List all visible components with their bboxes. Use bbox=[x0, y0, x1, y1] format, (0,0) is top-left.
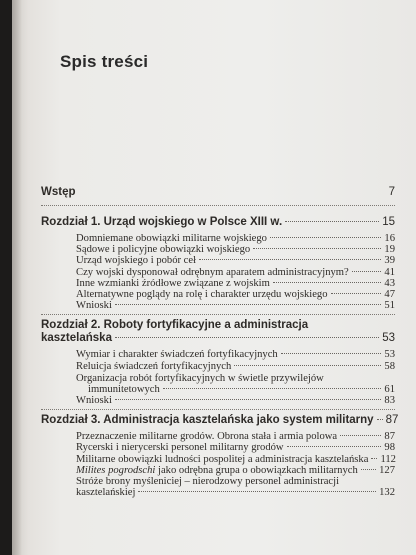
toc-entry bbox=[41, 465, 395, 476]
page-gutter-shadow bbox=[12, 0, 22, 555]
toc-leader bbox=[138, 491, 376, 492]
table-of-contents bbox=[41, 186, 399, 499]
toc-leader bbox=[115, 399, 382, 400]
toc-entry-label: Domniemane obowiązki militarne wojskiego bbox=[76, 233, 267, 244]
toc-entry-page: 98 bbox=[384, 442, 395, 454]
toc-leader bbox=[199, 259, 381, 260]
toc-chapter-3-page: 87 bbox=[385, 414, 399, 427]
toc-leader bbox=[234, 365, 381, 366]
toc-entry-label-line1: Stróże brony myśleniciej – nierodzowy personel administracji bbox=[76, 476, 340, 488]
toc-entry-label bbox=[76, 465, 358, 476]
toc-entry-label-line2: kasztelańskiej bbox=[76, 487, 136, 499]
toc-chapter-1-label: Rozdział 1. Urząd wojskiego w Polsce XIII w. bbox=[41, 216, 283, 228]
toc-leader bbox=[352, 271, 382, 272]
toc-entry bbox=[41, 289, 395, 300]
toc-entry-page: 16 bbox=[384, 233, 395, 244]
toc-entry-page: 87 bbox=[384, 431, 395, 443]
toc-leader bbox=[273, 282, 382, 283]
toc-entry-page: 19 bbox=[384, 244, 395, 256]
toc-entry-label-line2: immunitetowych bbox=[88, 383, 160, 395]
toc-chapter-2-label-line1: Rozdział 2. Roboty fortyfikacyjne a administracja bbox=[41, 319, 309, 332]
toc-entry-label: Alternatywne poglądy na rolę i charakter urzędu wojskiego bbox=[76, 288, 328, 300]
toc-entry-wrapped bbox=[41, 373, 395, 395]
toc-entry bbox=[41, 267, 395, 278]
page-title: Spis treści bbox=[60, 52, 149, 71]
toc-entry bbox=[41, 361, 395, 372]
toc-entry-page: 127 bbox=[379, 464, 395, 476]
toc-chapter-2-page: 53 bbox=[382, 332, 395, 345]
toc-entry bbox=[41, 255, 395, 266]
toc-leader bbox=[285, 221, 379, 222]
toc-entry-label: Przeznaczenie militarne grodów. Obrona stała i armia polowa bbox=[76, 431, 338, 443]
toc-entry-label: Wnioski bbox=[76, 300, 112, 312]
toc-entry-label: Wymiar i charakter świadczeń fortyfikacyjnych bbox=[76, 349, 278, 361]
toc-entry-page: 58 bbox=[384, 360, 395, 372]
toc-entry-label: Czy wojski dysponował odrębnym aparatem administracyjnym? bbox=[76, 266, 349, 278]
toc-intro bbox=[41, 186, 395, 198]
toc-entry-label-rest: jako odrębna grupa o obowiązkach militarnych bbox=[155, 464, 358, 476]
toc-entry-label: Sądowe i policyjne obowiązki wojskiego bbox=[76, 244, 251, 256]
toc-entry-page: 47 bbox=[384, 288, 395, 300]
toc-leader bbox=[331, 293, 382, 294]
toc-intro-page: 7 bbox=[388, 186, 395, 198]
toc-entry bbox=[41, 300, 395, 311]
toc-leader bbox=[340, 435, 381, 436]
toc-entry bbox=[41, 395, 395, 406]
book-page bbox=[12, 0, 416, 555]
toc-chapter-1-page: 15 bbox=[382, 216, 395, 228]
toc-entry bbox=[41, 233, 395, 244]
toc-chapter-2 bbox=[41, 319, 395, 345]
toc-entry-page: 51 bbox=[384, 300, 395, 312]
toc-entry-label: Inne wzmianki źródłowe związane z wojskim bbox=[76, 277, 270, 289]
toc-entry-label: Wnioski bbox=[76, 395, 112, 407]
toc-leader bbox=[281, 353, 382, 354]
toc-entry-page: 132 bbox=[379, 487, 395, 499]
toc-entry-wrapped bbox=[41, 476, 395, 498]
toc-leader bbox=[115, 337, 379, 338]
toc-intro-label: Wstęp bbox=[41, 186, 76, 198]
toc-entry-page: 83 bbox=[384, 395, 395, 407]
toc-leader bbox=[253, 248, 381, 249]
toc-entry bbox=[41, 431, 395, 442]
toc-chapter-3-label: Rozdział 3. Administracja kasztelańska jako system militarny bbox=[41, 414, 374, 427]
toc-entry-page: 61 bbox=[384, 383, 395, 395]
toc-entry-label-line1: Organizacja robót fortyfikacyjnych w świetle przywilejów bbox=[76, 372, 324, 384]
toc-divider bbox=[41, 314, 395, 315]
toc-divider bbox=[41, 409, 395, 410]
toc-chapter-1 bbox=[41, 216, 395, 228]
toc-leader bbox=[361, 469, 376, 470]
toc-chapter-3 bbox=[41, 414, 399, 427]
toc-entry-page: 112 bbox=[380, 453, 396, 465]
toc-entry-label: Reluicja świadczeń fortyfikacyjnych bbox=[76, 360, 232, 372]
toc-leader bbox=[163, 388, 382, 389]
toc-leader bbox=[371, 458, 377, 459]
toc-entry-page: 39 bbox=[384, 255, 395, 267]
toc-entry-label-italic: Milites pogrodschi bbox=[76, 464, 156, 476]
toc-entry-page: 43 bbox=[384, 277, 395, 289]
toc-entry-label: Rycerski i nierycerski personel militarny grodów bbox=[76, 442, 284, 454]
toc-leader bbox=[377, 419, 383, 420]
toc-entry bbox=[41, 349, 395, 360]
toc-leader bbox=[270, 237, 381, 238]
toc-leader bbox=[287, 446, 382, 447]
toc-entry bbox=[41, 454, 395, 465]
toc-entry-page: 53 bbox=[384, 349, 395, 361]
toc-entry-page: 41 bbox=[384, 266, 395, 278]
toc-divider bbox=[41, 205, 395, 206]
toc-leader bbox=[115, 304, 382, 305]
toc-chapter-2-label-line2: kasztelańska bbox=[41, 332, 112, 345]
toc-entry-label: Militarne obowiązki ludności pospolitej a administracja kasztelańska bbox=[76, 453, 369, 465]
toc-entry bbox=[41, 244, 395, 255]
toc-entry bbox=[41, 278, 395, 289]
toc-entry-label: Urząd wojskiego i pobór ceł bbox=[76, 255, 197, 267]
toc-entry bbox=[41, 442, 395, 453]
